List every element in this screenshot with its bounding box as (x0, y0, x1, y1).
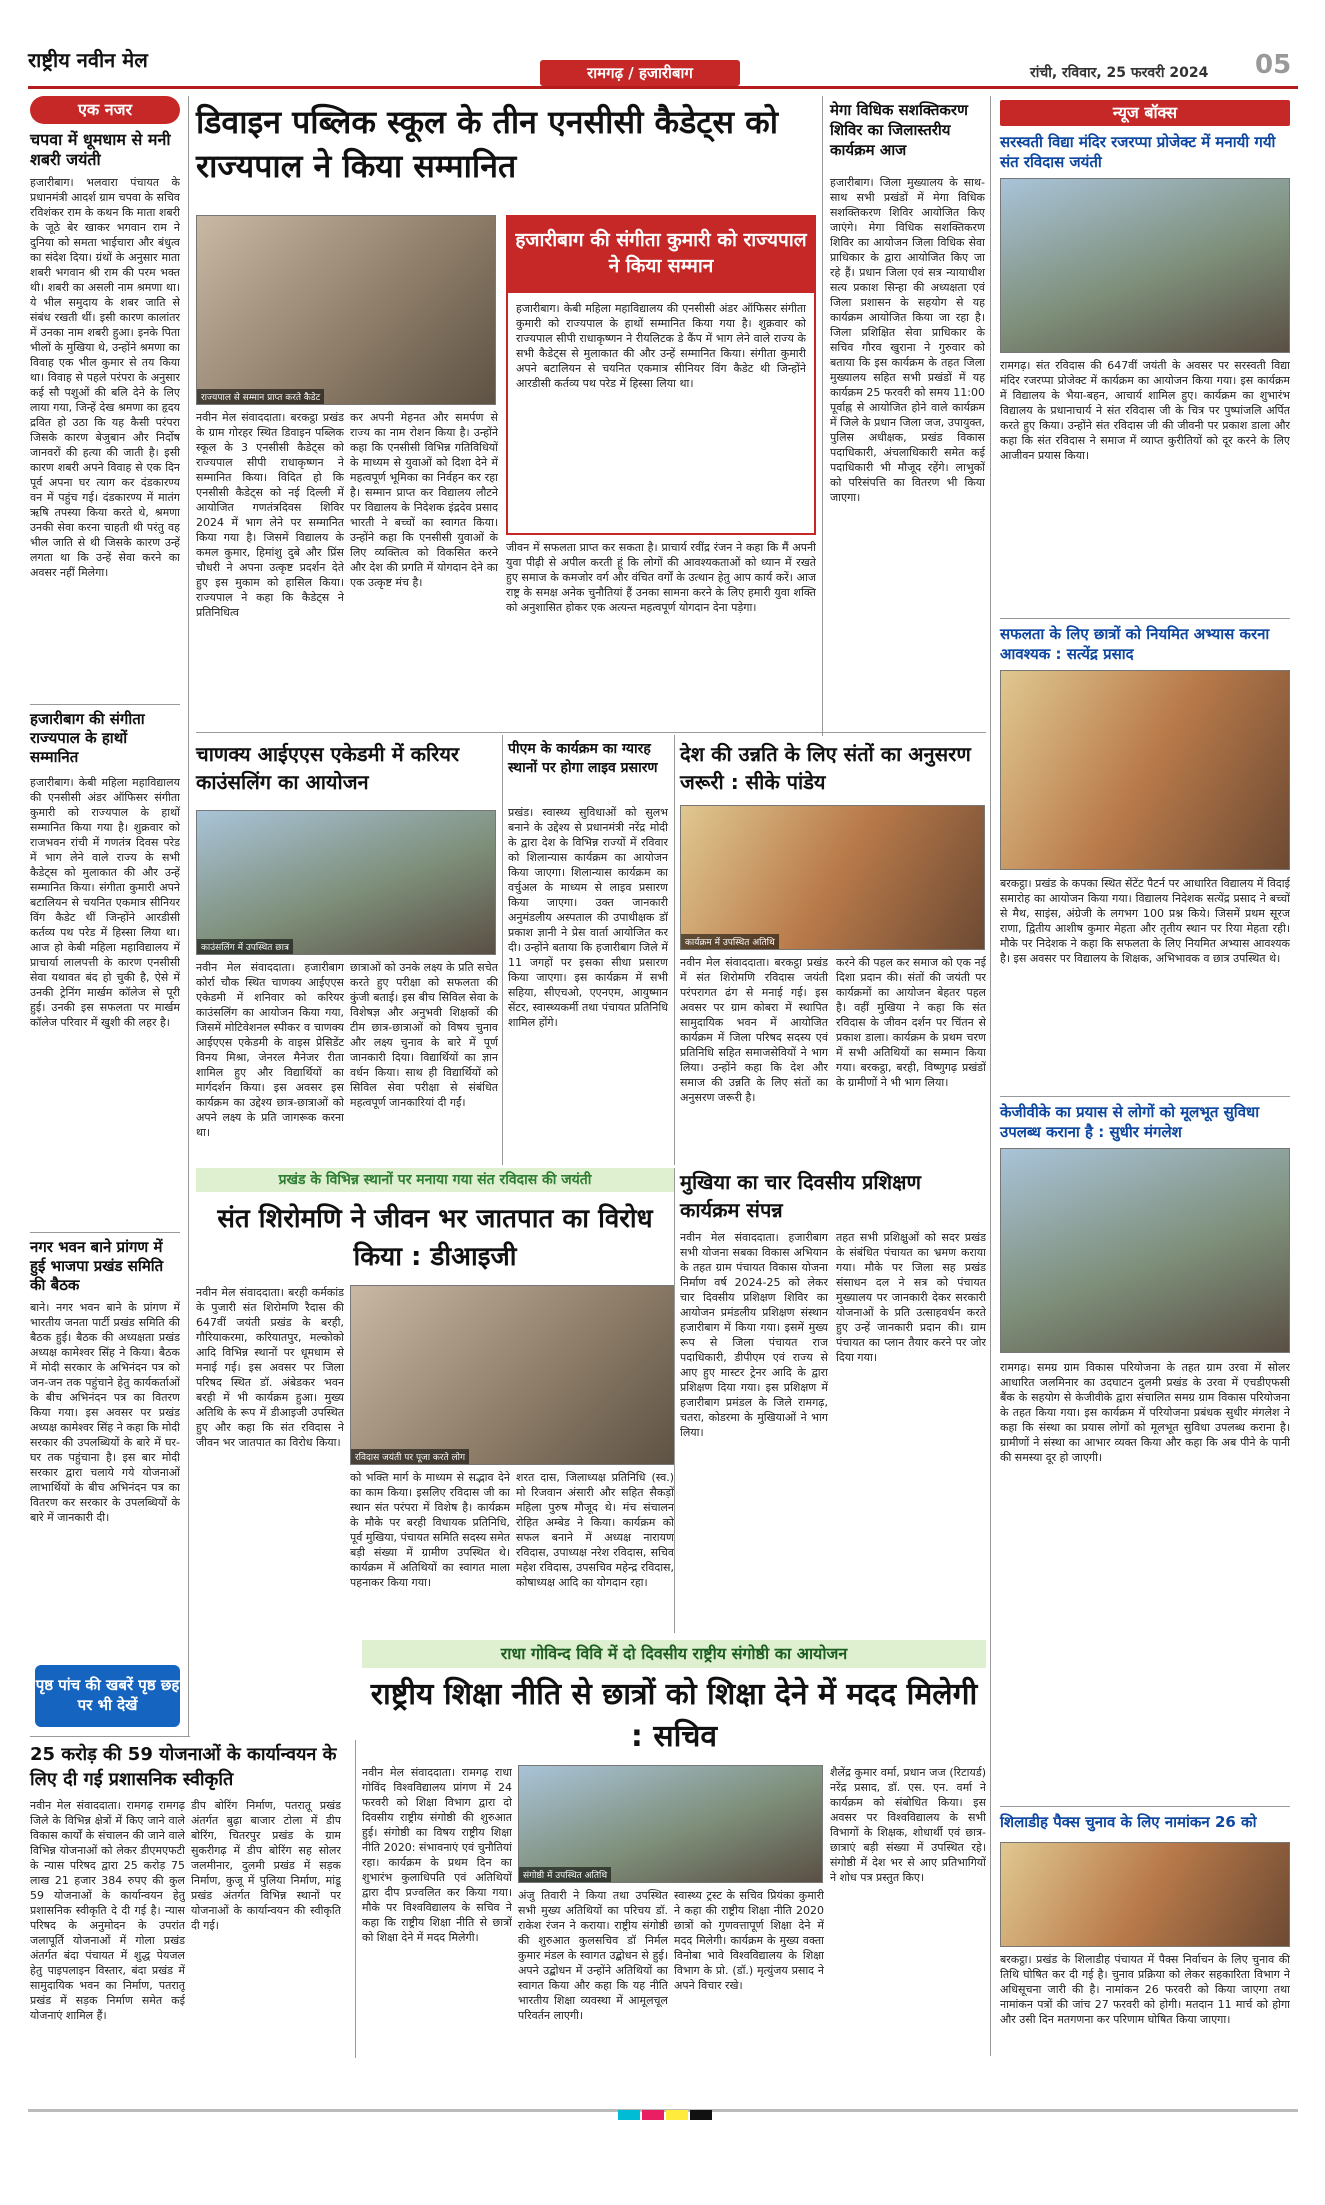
column-divider (355, 1740, 356, 2058)
chanakya-photo (196, 810, 496, 955)
mukhiya-headline: मुखिया का चार दिवसीय प्रशिक्षण कार्यक्रम संपन्न (680, 1170, 921, 1222)
page-number: 05 (1255, 50, 1292, 80)
kejriwal-body: रामगढ़। समग्र ग्राम विकास परियोजना के तहत ग्राम उरवा में सोलर आधारित जलमिनार का उदघाटन दुलमी प्रखंड के उरवा में एचडीएफसी बैंक के सहयोग से केजीवीके द्वारा संचालित समग्र ग्राम विकास परियोजना के तहत किया गया। इस कार्यक्रम में परियोजना प्रबंधक सुधीर मंगलेश ने कहा कि संस्था का प्रयास लोगों को मूलभूत सुविधा उपलब्ध कराना है। ग्रामीणों ने संस्था का आभार व्यक्त किया और कहा कि अब पीने के पानी की समस्या दूर हो जाएगी। (1000, 1361, 1290, 1464)
news-box-tag: न्यूज बॉक्स (1000, 100, 1290, 126)
left-story3-body: बाने। नगर भवन बाने के प्रांगण में भारतीय जनता पार्टी प्रखंड समिति की बैठक हुई। बैठक की अध्यक्षता प्रखंड अध्यक्ष कामेश्वर सिंह ने किया। बैठक में मोदी सरकार के अभिनंदन पत्र को जन-जन तक पहुंचाने हेतु कार्यकर्ताओं के बीच अभिनंदन पत्र का वितरण किया गया। इस अवसर पर प्रखंड अध्यक्ष कामेश्वर सिंह ने कहा कि मोदी सरकार की उपलब्धियों के बारे में घर-घर तक पहुंचाना है। इस बार मोदी सरकार द्वारा चलाये गये योजनाओं लाभार्थियों के बीच अभिनंदन पत्र का वितरण कर सरकार के उपलब्धियों के बारे में जानकारी दी। (30, 1301, 180, 1524)
ravidas-photo (1000, 178, 1290, 353)
left-story3-headline: नगर भवन बाने प्रांगण में हुई भाजपा प्रखंड समिति की बैठक (30, 1238, 164, 1294)
abhyas-photo (1000, 670, 1290, 870)
divider (1000, 618, 1290, 619)
top-story-body-col2: कर अपनी मेहनत और समर्पण से राज्य का नाम रोशन किया है। उन्होंने कहा कि एनसीसी विभिन्न गतिविधियों के माध्यम से युवाओं को दिशा देने में महत्वपूर्ण भूमिका का निर्वहन कर रहा है। सम्मान प्राप्त कर विद्यालय लौटने पर विद्यालय के निदेशक इंद्रदेव प्रसाद भारती ने बच्चों का स्वागत किया। उन्होंने कहा कि एनसीसी युवाओं के लिए व्यक्तित्व को विकसित करने और देश की प्रगति में योगदान देने का एक उत्कृष्ट मंच है। (350, 411, 498, 589)
rgu-body-col4: शैलेंद्र कुमार वर्मा, प्रधान जज (रिटायर्ड) नरेंद्र प्रसाद, डॉ. एस. एन. वर्मा ने कार्यक्रम को संबोधित किया। इस अवसर पर विश्वविद्यालय के सभी विभागों के शिक्षक, शोधार्थी एवं छात्र-छात्राएं बड़ी संख्या में उपस्थित रहे। संगोष्ठी में देश भर से आए प्रतिभागियों ने शोध पत्र प्रस्तुत किए। (830, 1766, 986, 1884)
mukhiya-body-col1: नवीन मेल संवाददाता। हजारीबाग सभी योजना सबका विकास अभियान के तहत ग्राम पंचायत विकास योजना निर्माण वर्ष 2024-25 को लेकर चार दिवसीय प्रशिक्षण शिविर का आयोजन प्रमंडलीय प्रशिक्षण संस्थान हजारीबाग में किया गया। इसमें मुख्य रूप से जिला पंचायत राज पदाधिकारी, डीपीएम एवं राज्य से आए हुए मास्टर ट्रेनर आदि के द्वारा प्रशिक्षण दिया गया। इस प्रशिक्षण में हजारीबाग प्रमंडल के जिले रामगढ़, चतरा, कोडरमा के मुखियाओं ने भाग लिया। (680, 1231, 828, 1439)
chanakya-body-col2: छात्राओं को उनके लक्ष्य के प्रति सचेत करते हुए परीक्षा को सफलता की कुंजी बताई। इस बीच सिविल सेवा के विशेषज्ञ और अनुभवी शिक्षकों की टीम छात्र-छात्राओं को विषय चुनाव और लक्ष्य चुनाव के बारे में पूर्ण जानकारी दिया। विद्यार्थियों का ज्ञान वर्धन किया। साथ ही विद्यार्थियों को सिविल सेवा परीक्षा से संबंधित महत्वपूर्ण जानकारियां दी गईं। (350, 961, 498, 1109)
santo-body-col2: करने की पहल कर समाज को एक नई दिशा प्रदान की। संतों की जयंती पर कार्यक्रमों का आयोजन बेहतर पहल है। वहीं मुखिया ने कहा कि संत रविदास के जीवन दर्शन पर चिंतन से प्रकाश डाला। कार्यक्रम के प्रथम चरण में सभी अतिथियों का सम्मान किया गया। बरकट्ठा, बरही, विष्णुगढ़ प्रखंडों के ग्रामीणों ने भी भाग लिया। (836, 956, 986, 1089)
shiladih-photo (1000, 1842, 1290, 1947)
rgu-body-col1: नवीन मेल संवाददाता। रामगढ़ राधा गोविंद विश्वविद्यालय प्रांगण में 24 फरवरी को शिक्षा विभाग द्वारा दो दिवसीय राष्ट्रीय संगोष्ठी की शुरुआत हुई। संगोष्ठी का विषय राष्ट्रीय शिक्षा नीति 2020: संभावनाएं एवं चुनौतियां रहा। कार्यक्रम के प्रथम दिन का शुभारंभ कुलाधिपति एवं अतिथियों द्वारा दीप प्रज्वलित कर किया गया। मौके पर विश्वविद्यालय के सचिव ने कहा कि राष्ट्रीय शिक्षा नीति से छात्रों को शिक्षा देने में मदद मिलेगी। (362, 1766, 512, 1944)
ravidas-body: रामगढ़। संत रविदास की 647वीं जयंती के अवसर पर सरस्वती विद्या मंदिर रजरप्पा प्रोजेक्ट में कार्यक्रम का आयोजन किया गया। इस कार्यक्रम में विद्यालय के भैया-बहन, आचार्य शामिल हुए। कार्यक्रम का शुभारंभ विद्यालय के प्रधानाचार्य ने संत रविदास जी के चित्र पर पुष्पांजलि अर्पित करते हुए किया। उन्होंने संत रविदास जी की जीवनी पर प्रकाश डाला और कहा कि संत रविदास ने समाज में व्याप्त कुरीतियों को दूर करने के लिए आजीवन प्रयास किया। (1000, 359, 1290, 462)
dig-body-col2: को भक्ति मार्ग के माध्यम से सद्भाव देने का काम किया। इसलिए रविदास जी का स्थान संत परंपरा में विशेष है। कार्यक्रम के मौके पर बरही विधायक प्रतिनिधि, पूर्व मुखिया, पंचायत समिति सदस्य समेत बड़ी संख्या में ग्रामीण उपस्थित थे। कार्यक्रम में अतिथियों का स्वागत माला पहनाकर किया गया। (350, 1471, 510, 1589)
masthead-band (0, 0, 1325, 82)
santo-photo (680, 805, 985, 950)
divider (196, 732, 986, 733)
photo-caption: संगोष्ठी में उपस्थित अतिथि (519, 1867, 611, 1882)
rgu-photo (518, 1765, 823, 1883)
left-story1-body: हजारीबाग। भलवारा पंचायत के प्रधानमंत्री आदर्श ग्राम चपवा के सचिव रविशंकर राम के कथन कि माता शबरी के जूठे बेर खाकर भगवान राम ने दुनिया को समता भाईचारा और बंधुत्व का संदेश दिया। ग्रंथों के अनुसार माता शबरी भगवान श्री राम की परम भक्त थी। शबरी का असली नाम श्रमणा था। ये भील समुदाय के शबर जाति से संबंध रखती थीं। इसी कारण कालांतर में उनका नाम शबरी हुआ। इनके पिता भीलों के मुखिया थे, उन्होंने श्रमणा का विवाह एक भील कुमार से तय किया था। विवाह से पहले परंपरा के अनुसार कई सौ पशुओं की बलि देने के लिए लाया गया, जिन्हें देख श्रमणा का हृदय द्रवित हो उठा कि यह कैसी परंपरा जिसके कारण बेजुबान और निर्दोष जानवरों की हत्या की जाती है। इसी कारण शबरी अपने विवाह से एक दिन पूर्व अपना घर त्याग कर दंडकारण्य वन में पहुंच गई। दंडकारण्य में मातंग ऋषि तपस्या किया करते थे, श्रमणा उनकी सेवा करना चाहती थी परंतु वह भील जाति से थी जिसके कारण उन्हें लगता था कि उन्हें सेवा करने का अवसर नहीं मिलेगा। (30, 176, 180, 579)
subbox-body: हजारीबाग। केबी महिला महाविद्यालय की एनसीसी अंडर ऑफिसर संगीता कुमारी को राज्यपाल के हाथों सम्मानित किया गया है। शुक्रवार को राज्यपाल सीपी राधाकृष्णन ने रीयलिटक डे कैंप में भाग लेने वाले राज्य के सभी कैडेट्स से मुलाकात की और उन्हें सम्मानित किया। संगीता कुमारी अपने बटालियन से चयनित एकमात्र सीनियर विंग कैडेट थी जिन्होंने आरडीसी कर्तव्य पथ परेड में हिस्सा लिया था। (516, 302, 806, 390)
divider (30, 704, 180, 705)
schemes-headline: 25 करोड़ की 59 योजनाओं के कार्यान्वयन के लिए दी गई प्रशासनिक स्वीकृति (30, 1744, 337, 1790)
column-divider (822, 96, 823, 736)
top-story-body-col1: नवीन मेल संवाददाता। बरकट्ठा प्रखंड के ग्राम गोरहर स्थित डिवाइन पब्लिक स्कूल के 3 एनसीसी कैडेट्स को राज्यपाल सीपी राधाकृष्णन ने सम्मानित किया। विदित हो कि एनसीसी कैडेट्स को नई दिल्ली में आयोजित गणतंत्रदिवस शिविर 2024 में भाग लेने पर सम्मानित किया गया है। जिसमें विद्यालय के कमल कुमार, हिमांशु दुबे और प्रिंस चौधरी ने अपना उत्कृष्ट प्रदर्शन देते हुए इस मुकाम को हासिल किया। राज्यपाल ने कहा कि कैडेट्स ने प्रतिनिधित्व (196, 411, 344, 619)
column-divider (990, 96, 991, 2056)
divider (30, 1232, 180, 1233)
photo-caption: कार्यक्रम में उपस्थित अतिथि (681, 934, 779, 949)
rgu-body-col2: अंजु तिवारी ने किया तथा उपस्थित सभी मुख्य अतिथियों का परिचय डॉ. राकेश रंजन ने कराया। राष्ट्रीय संगोष्ठी की शुरुआत कुलसचिव डॉ निर्मल कुमार मंडल के स्वागत उद्बोधन से हुई। अपने उद्बोधन में उन्होंने अतिथियों का स्वागत किया और कहा कि यह नीति भारतीय शिक्षा व्यवस्था में आमूलचूल परिवर्तन लाएगी। (518, 1889, 668, 2022)
photo-caption: राज्यपाल से सम्मान प्राप्त करते कैडेट (197, 389, 324, 404)
shiladih-headline: शिलाडीह पैक्स चुनाव के लिए नामांकन 26 को (1000, 1813, 1257, 1831)
ek-nazar-tag: एक नजर (30, 96, 180, 124)
section-label: रामगढ़ / हजारीबाग (540, 60, 740, 86)
subbox (506, 215, 816, 535)
schemes-body-col2: डीप बोरिंग निर्माण, पतरातू प्रखंड अंतर्गत बुढ़ा बाजार टोला में डीप बोरिंग, चितरपुर प्रखंड के ग्राम सुकरीगढ़ में डीप बोरिंग सह सोलर जलमीनार, दुलमी प्रखंड में सड़क निर्माण, कुजू में पुलिया निर्माण, मांडू प्रखंड अंतर्गत विभिन्न स्थानों पर योजनाओं के कार्यान्वयन की स्वीकृति दी गई। (191, 1799, 341, 1932)
left-story2-headline: हजारीबाग की संगीता राज्यपाल के हाथों सम्मानित (30, 710, 145, 766)
left-story1-headline: चपवा में धूमधाम से मनी शबरी जयंती (30, 130, 171, 169)
subbox-headline: हजारीबाग की संगीता कुमारी को राज्यपाल ने किया सम्मान (508, 217, 814, 293)
shivir-headline: मेगा विधिक सशक्तिकरण शिविर का जिलास्तरीय कार्यक्रम आज (830, 101, 968, 159)
ravidas-strip: प्रखंड के विभिन्न स्थानों पर मनाया गया संत रविदास की जयंती (196, 1168, 674, 1192)
footer-bar (28, 2100, 1298, 2122)
pm-headline: पीएम के कार्यक्रम का ग्यारह स्थानों पर होगा लाइव प्रसारण (508, 741, 658, 776)
chanakya-headline: चाणक्य आईएएस एकेडमी में करियर काउंसलिंग का आयोजन (196, 742, 460, 794)
pm-body: प्रखंड। स्वास्थ्य सुविधाओं को सुलभ बनाने के उद्देश्य से प्रधानमंत्री नरेंद्र मोदी के द्वारा देश के विभिन्न राज्यों में रविवार को शिलान्यास कार्यक्रम का आयोजन किया जाएगा। शिलान्यास कार्यक्रम का वर्चुअल के माध्यम से लाइव प्रसारण किया जाएगा। उक्त जानकारी अनुमंडलीय अस्पताल की उपाधीक्षक डॉ प्रकाश ज्ञानी ने प्रेस वार्ता आयोजित कर दी। उन्होंने बताया कि हजारीबाग जिले में 11 जगहों पर इसका सीधा प्रसारण किया जाएगा। इस कार्यक्रम में सभी सहिया, सीएचओ, एएनएम, आयुष्मान सेंटर, स्वास्थ्यकर्मी तथा पंचायत प्रतिनिधि शामिल होंगे। (508, 806, 668, 1029)
santo-body-col1: नवीन मेल संवाददाता। बरकट्ठा प्रखंड में संत शिरोमणि रविदास जयंती परंपरागत ढंग से मनाई गई। इस अवसर पर ग्राम कोबरा में स्थापित सामुदायिक भवन में आयोजित कार्यक्रम में जिला परिषद सदस्य एवं प्रतिनिधि सहित समाजसेवियों ने भाग लिया। उन्होंने कहा कि देश और समाज की उन्नति के लिए संतों का अनुसरण जरूरी है। (680, 956, 828, 1104)
rgu-headline: राष्ट्रीय शिक्षा नीति से छात्रों को शिक्षा देने में मदद मिलेगी : सचिव (370, 1677, 978, 1754)
divider (1000, 1096, 1290, 1097)
top-story-body-col3: जीवन में सफलता प्राप्त कर सकता है। प्राचार्य रवींद्र रंजन ने कहा कि मैं अपनी युवा पीढ़ी से अपील करती हूं कि लोगों की आवश्यकताओं को ध्यान में रखते हुए समाज के कमजोर वर्ग और वंचित वर्गों के उत्थान हेतु आप कार्य करें। आज राष्ट्र के समक्ष अनेक चुनौतियां हैं उनका सामना करने के लिए हमारी युवा शक्ति को अनुशासित होकर एक अत्यन्त महत्वपूर्ण योगदान देना पड़ेगा। (506, 541, 816, 614)
abhyas-headline: सफलता के लिए छात्रों को नियमित अभ्यास करना आवश्यक : सत्येंद्र प्रसाद (1000, 625, 1270, 663)
divider (1000, 1806, 1290, 1807)
rgu-body-col3: स्वास्थ्य ट्रस्ट के सचिव प्रियंका कुमारी ने कहा की राष्ट्रीय शिक्षा नीति 2020 छात्रों को गुणवत्तापूर्ण शिक्षा देने में मदद मिलेगी। कार्यक्रम के मुख्य वक्ता विनोबा भावे विश्वविद्यालय के शिक्षा विभाग के प्रो. (डॉ.) मृत्युंजय प्रसाद ने अपने विचार रखे। (674, 1889, 824, 1992)
photo-caption: काउंसलिंग में उपस्थित छात्र (197, 939, 293, 954)
dig-headline: संत शिरोमणि ने जीवन भर जातपात का विरोध किया : डीआइजी (217, 1204, 653, 1272)
chanakya-body-col1: नवीन मेल संवाददाता। हजारीबाग कोर्रा चौक स्थित चाणक्य आईएएस एकेडमी में शनिवार को करियर काउंसलिंग का आयोजन किया गया, जिसमें मोटिवेशनल स्पीकर व चाणक्य आईएएस एकेडमी के वाइस प्रेसिडेंट विनय मिश्रा, जेनरल मैनेजर रीता शामिल हुए और विद्यार्थियों का मार्गदर्शन किया। इस अवसर इस कार्यक्रम का उद्देश्य छात्र-छात्राओं को अपने लक्ष्य के प्रति जागरूक करना था। (196, 961, 344, 1139)
divider (30, 1736, 190, 1737)
top-story-headline: डिवाइन पब्लिक स्कूल के तीन एनसीसी कैडेट्स को राज्यपाल ने किया सम्मानित (196, 103, 778, 185)
masthead-title: राष्ट्रीय नवीन मेल (28, 48, 148, 72)
column-divider (674, 735, 675, 1165)
registration-marks (618, 2105, 714, 2124)
kejriwal-headline: केजीवीके का प्रयास से लोगों को मूलभूत सुविधा उपलब्ध कराना है : सुधीर मंगलेश (1000, 1103, 1260, 1141)
left-story2-body: हजारीबाग। केबी महिला महाविद्यालय की एनसीसी अंडर ऑफिसर संगीता कुमारी को राज्यपाल के हाथों सम्मानित किया गया है। शुक्रवार को राजभवन रांची में गणतंत्र दिवस परेड में भाग लेने वाले राज्य के सभी कैडेट्स को मुलाकात की और उन्हें सम्मानित किया। संगीता कुमारी अपने बटालियन से चयनित एकमात्र सीनियर विंग कैडेट थीं जिन्होंने आरडीसी कर्तव्य पथ परेड में हिस्सा लिया था। आज हो केबी महिला महाविद्यालय में प्राचार्या लालपत्ती के कारण एनसीसी सेवा यथावत बंद हो चुकी है, ऐसे में उनकी ट्रेनिंग मार्खम कॉलेज से पूरी हुई। उनकी इस सफलता पर मार्खम कॉलेज परिवार में खुशी की लहर है। (30, 776, 180, 1029)
top-story-photo (196, 215, 496, 405)
header-rule (28, 86, 1298, 89)
shiladih-body: बरकट्ठा। प्रखंड के शिलाडीह पंचायत में पैक्स निर्वाचन के लिए चुनाव की तिथि घोषित कर दी गई है। चुनाव प्रक्रिया को लेकर सहकारिता विभाग ने अधिसूचना जारी की है। नामांकन 26 फरवरी को किया जाएगा तथा नामांकन पत्रों की जांच 27 फरवरी को होगी। मतदान 11 मार्च को होगा और उसी दिन मतगणना कर परिणाम घोषित किया जाएगा। (1000, 1953, 1290, 2026)
shivir-body: हजारीबाग। जिला मुख्यालय के साथ-साथ सभी प्रखंडों में मेगा विधिक सशक्तिकरण शिविर आयोजित किए जाएंगे। मेगा विधिक सशक्तिकरण शिविर का आयोजन जिला विधिक सेवा प्राधिकार के द्वारा आयोजित किए जा रहे हैं। प्रधान जिला एवं सत्र न्यायाधीश सत्य प्रकाश सिन्हा की अध्यक्षता एवं जिला प्रशासन के सहयोग से यह कार्यक्रम आयोजित किया जा रहा है। जिला प्रशिक्षित सेवा प्राधिकार के सचिव गौरव खुराना ने गुरुवार को बताया कि इस कार्यक्रम के तहत जिला मुख्यालय सहित सभी प्रखंडों में यह कार्यक्रम 25 फरवरी को समय 11:00 पूर्वाह्न से आयोजित होने वाले कार्यक्रम में जिले के प्रधान जिला जज, उपायुक्त, पुलिस अधीक्षक, प्रखंड विकास पदाधिकारी, अंचलाधिकारी समेत कई पदाधिकारी भी मौजूद रहेंगे। लाभुकों को परिसंपत्ति का वितरण भी किया जाएगा। (830, 176, 985, 504)
schemes-body-col1: नवीन मेल संवाददाता। रामगढ़ रामगढ़ जिले के विभिन्न क्षेत्रों में किए जाने वाले विकास कार्यों के संचालन की जाने वाले विभिन्न योजनाओं को लेकर डीएमएफटी के न्यास परिषद द्वारा 25 करोड़ 75 लाख 21 हजार 384 रुपए की कुल 59 योजनाओं के कार्यान्वयन हेतु प्रशासनिक स्वीकृति दे दी गई है। न्यास परिषद के अनुमोदन के उपरांत जलापूर्ति योजनाओं में गोला प्रखंड अंतर्गत बंदा पंचायत में शुद्ध पेयजल हेतु पाइपलाइन विस्तार, बंदा प्रखंड में सामुदायिक भवन का निर्माण, पतरातू प्रखंड में सड़क निर्माण समेत कई योजनाएं शामिल हैं। (30, 1799, 185, 2022)
ravidas-headline: सरस्वती विद्या मंदिर रजरप्पा प्रोजेक्ट में मनायी गयी संत रविदास जयंती (1000, 133, 1276, 171)
promo-box: पृष्ठ पांच की खबरें पृष्ठ छह पर भी देखें (35, 1665, 180, 1727)
rgu-strip: राधा गोविन्द विवि में दो दिवसीय राष्ट्रीय संगोष्ठी का आयोजन (362, 1640, 986, 1668)
dig-body-col1: नवीन मेल संवाददाता। बरही कर्मकांड के पुजारी संत शिरोमणि रैदास की 647वीं जयंती प्रखंड के बरही, गौरियाकरमा, करियातपुर, मल्कोको आदि विभिन्न स्थानों पर धूमधाम से मनाई गई। इस अवसर पर जिला परिषद स्थित डॉ. अंबेडकर भवन बरही में भी कार्यक्रम हुआ। मुख्य अतिथि के रूप में डीआइजी उपस्थित हुए और कहा कि संत रविदास ने जीवन भर जातपात का विरोध किया। (196, 1286, 344, 1449)
dig-photo (350, 1285, 675, 1465)
photo-caption: रविदास जयंती पर पूजा करते लोग (351, 1449, 469, 1464)
column-divider (502, 735, 503, 1165)
santo-headline: देश की उन्नति के लिए संतों का अनुसरण जरूरी : सीके पांडेय (680, 742, 971, 794)
kejriwal-photo (1000, 1148, 1290, 1353)
abhyas-body: बरकट्ठा। प्रखंड के कपका स्थित सेंटेंट पैटर्न पर आधारित विद्यालय में विदाई समारोह का आयोजन किया गया। विद्यालय निदेशक सत्येंद्र प्रसाद ने बच्चों से मैथ, साइंस, अंग्रेजी के लगभग 100 प्रश्न किये। जिसमें प्रथम सूरज राणा, द्वितीय आशीष कुमार मेहता और तृतीय स्थान पर रिया मेहता रही। मौके पर निदेशक ने कहा कि सफलता के लिए नियमित अभ्यास आवश्यक है। इस अवसर पर विद्यालय के शिक्षक, अभिभावक व छात्र उपस्थित थे। (1000, 877, 1290, 965)
column-divider (674, 1168, 675, 1633)
mukhiya-body-col2: तहत सभी प्रशिक्षुओं को सदर प्रखंड के संबंधित पंचायत का भ्रमण कराया गया। मौके पर जिला सह प्रखंड संसाधन दल ने सत्र को पंचायत मुख्यालय पर जानकारी देकर सरकारी योजनाओं के प्रति उत्साहवर्धन करते हुए उन्हें जानकारी प्रदान की। ग्राम पंचायत का प्लान तैयार करने पर जोर दिया गया। (836, 1231, 986, 1364)
dig-body-col3: शरत दास, जिलाध्यक्ष प्रतिनिधि (स्व.) मो रिजवान अंसारी और सहित सैकड़ों महिला पुरुष मौजूद थे। मंच संचालन रोहित अम्बेड ने किया। कार्यक्रम को सफल बनाने में अध्यक्ष नारायण रविदास, उपाध्यक्ष नरेश रविदास, सचिव महेश रविदास, उपसचिव महेन्द्र रविदास, कोषाध्यक्ष आदि का योगदान रहा। (516, 1471, 674, 1589)
dateline: रांची, रविवार, 25 फरवरी 2024 (1030, 65, 1209, 81)
column-divider (188, 96, 189, 1736)
